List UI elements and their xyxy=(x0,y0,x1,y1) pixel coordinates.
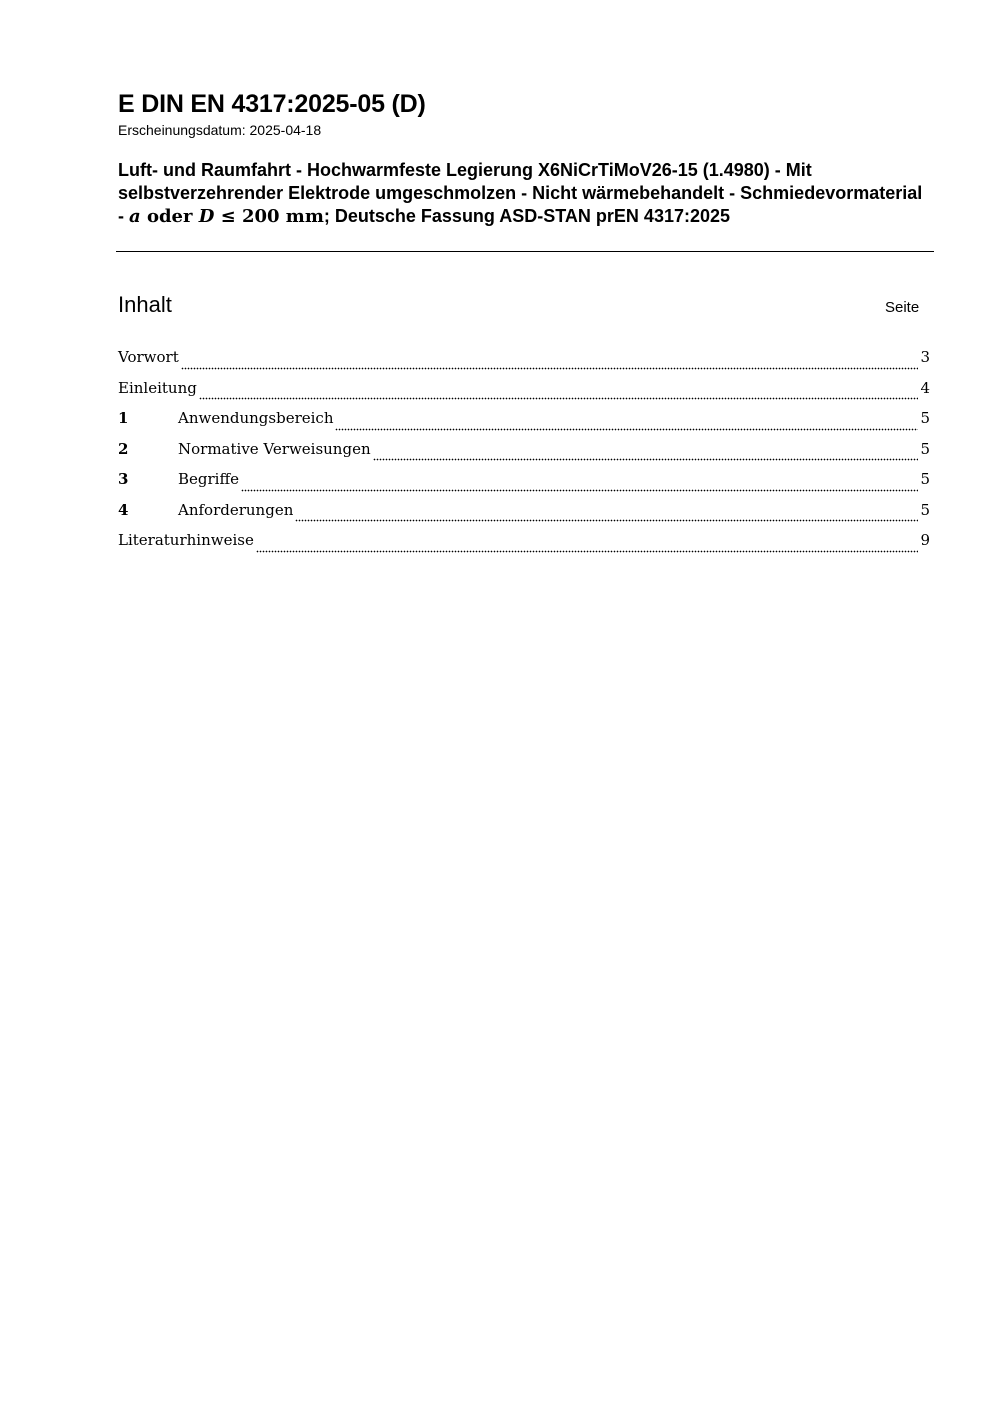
toc-entry-label: Einleitung xyxy=(118,378,197,397)
toc-entry-page: 3 xyxy=(920,348,930,366)
toc-leader-dots xyxy=(199,392,919,400)
toc-entry-label: Normative Verweisungen xyxy=(178,439,371,458)
toc-entry-page: 5 xyxy=(920,409,930,427)
toc-entry-number: 4 xyxy=(118,500,129,519)
toc-heading: Inhalt xyxy=(118,292,172,317)
toc-leader-dots xyxy=(335,423,918,431)
toc-leader-dots xyxy=(373,453,919,461)
document-id: E DIN EN 4317:2025-05 (D) xyxy=(118,90,426,118)
table-of-contents xyxy=(118,347,930,561)
toc-entry-label: Anwendungsbereich xyxy=(178,409,334,427)
toc-entry-number: 1 xyxy=(118,409,129,427)
document-title xyxy=(118,159,928,228)
toc-entry-anwendungsbereich[interactable] xyxy=(118,408,930,439)
publication-date: Erscheinungsdatum: 2025-04-18 xyxy=(118,122,322,138)
toc-entry-label: Begriffe xyxy=(178,470,240,488)
toc-entry-label: Vorwort xyxy=(118,348,179,366)
toc-page-heading: Seite xyxy=(885,299,920,316)
toc-leader-dots xyxy=(256,545,919,553)
toc-entry-begriffe[interactable] xyxy=(118,469,930,500)
toc-entry-anforderungen[interactable] xyxy=(118,500,930,531)
toc-entry-page: 5 xyxy=(920,439,930,458)
title-text-end: ; Deutsche Fassung ASD-STAN prEN 4317:2025 xyxy=(323,206,731,226)
title-text: Luft- und Raumfahrt - Hochwarmfeste Legierung X6NiCrTiMoV26-15 (1.4980) - Mit selbstverzehrender Elektrode umgeschmolzen - Nicht wärmebehandelt - Schmiedevormaterial - xyxy=(118,160,923,226)
title-divider xyxy=(116,251,934,252)
toc-entry-normative-verweisungen[interactable] xyxy=(118,439,930,470)
toc-leader-dots xyxy=(181,362,919,370)
toc-entry-number: 2 xyxy=(118,439,129,458)
toc-leader-dots xyxy=(295,514,918,522)
toc-entry-page: 5 xyxy=(920,500,930,519)
toc-entry-vorwort[interactable] xyxy=(118,347,930,378)
title-math: a oder D ≤ 200 mm xyxy=(129,206,324,227)
toc-entry-page: 5 xyxy=(920,470,930,488)
toc-entry-number: 3 xyxy=(118,470,129,488)
toc-entry-label: Literaturhinweise xyxy=(118,531,254,549)
toc-entry-page: 9 xyxy=(920,531,930,549)
toc-entry-page: 4 xyxy=(920,378,930,397)
toc-leader-dots xyxy=(241,484,918,492)
toc-entry-label: Anforderungen xyxy=(178,500,294,519)
toc-entry-einleitung[interactable] xyxy=(118,378,930,409)
toc-entry-literaturhinweise[interactable] xyxy=(118,530,930,561)
